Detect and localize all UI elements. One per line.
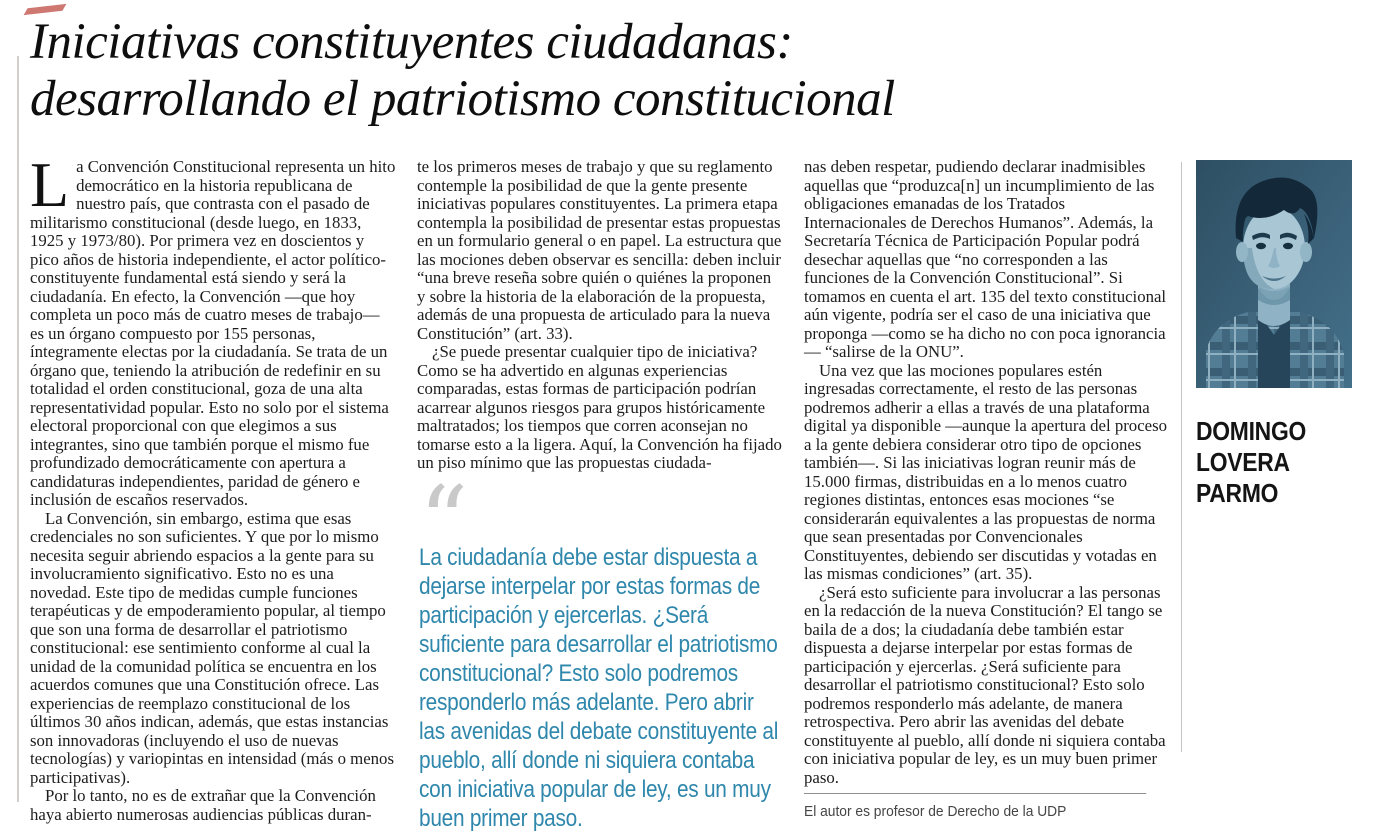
author-panel [1196,160,1352,509]
article-headline [30,14,1180,128]
author-credit-note: El autor es profesor de Derecho de la UDP [804,793,1146,822]
author-name-line: PARMO [1196,478,1279,508]
headline-line-1: Iniciativas constituyentes ciudadanas: [30,14,793,70]
author-name-line: DOMINGO [1196,416,1307,446]
author-name [1196,416,1352,509]
column-1 [30,149,396,833]
column-3 [804,158,1170,833]
left-page-rule [17,56,19,802]
paragraph: ¿Se puede presentar cualquier tipo de iniciativa? Como se ha advertido en algunas experiencias comparadas, estas formas de participación podrían acarrear algunos riesgos para grupos históricamente maltratados; los tiempos que corren aconsejan no tomarse esto a la ligera. Aquí, la Convención ha fijado un piso mínimo que las propuestas ciudada- [417,342,782,472]
headline-line-2: desarrollando el patriotismo constitucional [30,71,895,127]
column-2 [417,158,783,833]
paragraph-text: a Convención Constitucional representa un hito democrático en la historia republicana de nuestro país, que contrasta con el pasado de militarismo constitucional (desde luego, en 1833, 1925 y 1973/80). Por primera vez en doscientos y pico años de historia independiente, el actor político-constituyente fundamental está siendo y será la ciudadanía. En efecto, la Convención —que hoy completa un poco más de cuatro meses de trabajo— es un órgano compuesto por 155 personas, íntegramente electas por la ciudadanía. Se trata de un órgano que, teniendo la atribución de redefinir en su totalidad el orden constitucional, goza de una alta representatividad popular. Esto no solo por el sistema electoral proporcional con que elegimos a sus integrantes, sino que también porque el mismo fue profundizado democráticamente con apertura a candidaturas independientes, paridad de género e inclusión de escaños reservados. [30,157,396,509]
quote-mark-icon: “ [419,478,463,543]
paragraph [30,149,396,510]
paragraph: te los primeros meses de trabajo y que su reglamento contemple la posibilidad de que la gente presente iniciativas populares constituyentes. La primera etapa contempla la posibilidad de presentar estas propuestas en un formulario general o en papel. La estructura que las mociones deben observar es sencilla: deben incluir “una breve reseña sobre quién o quiénes la proponen y sobre la historia de la elaboración de la propuesta, además de una propuesta de articulado para la nueva Constitución” (art. 33). [417,157,782,343]
paragraph: Por lo tanto, no es de extrañar que la Convención haya abierto numerosas audiencias públicas duran- [30,786,376,824]
pull-quote [417,479,783,833]
paragraph: Una vez que las mociones populares estén ingresadas correctamente, el resto de las personas podremos adherir a ellas a través de una plataforma digital ya disponible —aunque la apertura del proceso a la gente debiera considerar otro tipo de opciones también—. Si las iniciativas logran reunir más de 15.000 firmas, distribuidas en a lo menos cuatro regiones distintas, entonces esas mociones “se considerarán equivalentes a las propuestas de norma que sean presentadas por Convencionales Constituyentes, debiendo ser discutidas y votadas en las mismas condiciones” (art. 35). [804,360,1168,583]
column-divider-rule [1181,162,1182,752]
paragraph: ¿Será esto suficiente para involucrar a las personas en la redacción de la nueva Constitución? El tango se baila de a dos; la ciudadanía debe también estar dispuesta a dejarse interpelar por estas formas de participación y ejercerlas. ¿Será suficiente para desarrollar el patriotismo constitucional? Esto solo podremos responderlo más adelante, de manera retrospectiva. Pero abrir las avenidas del debate constituyente al pueblo, allí donde ni siquiera contaba con iniciativa popular de ley, es un muy buen primer paso. [804,582,1166,787]
paragraph: nas deben respetar, pudiendo declarar inadmisibles aquellas que “produzca[n] un incumplimiento de las obligaciones emanadas de los Tratados Internacionales de Derechos Humanos”. Además, la Secretaría Técnica de Participación Popular podrá desechar aquellas que “no corresponden a las funciones de la Convención Constitucional”. Si tomamos en cuenta el art. 135 del texto constitucional aún vigente, podría ser el caso de una iniciativa que proponga —como se ha dicho no con poca ignorancia— “salirse de la ONU”. [804,157,1167,361]
author-name-line: LOVERA [1196,447,1290,477]
article-body [30,149,1170,833]
paragraph: La Convención, sin embargo, estima que esas credenciales no son suficientes. Y que por lo mismo necesita seguir abriendo espacios a la gente para su involucramiento significativo. Esto no es una novedad. Este tipo de medidas cumple funciones terapéuticas y de empoderamiento popular, al tiempo que son una forma de desarrollar el patriotismo constitucional: ese sentimiento conforme al cual la unidad de la comunidad política se encuentra en los acuerdos comunes que una Constitución ofrece. Las experiencias de reemplazo constitucional de los últimos 30 años indican, además, que estas instancias son innovadoras (incluyendo el uso de nuevas tecnologías) y variopintas en intensidad (más o menos participativas). [30,508,394,787]
drop-cap: L [30,149,70,220]
author-photo [1196,160,1352,388]
pull-quote-text: La ciudadanía debe estar dispuesta a dejarse interpelar por estas formas de participación y ejercerlas. ¿Será suficiente para desarrollar el patriotismo constitucional? Esto solo podremos responderlo más adelante. Pero abrir las avenidas del debate constituyente al pueblo, allí donde ni siquiera contaba con iniciativa popular de ley, es un muy buen primer paso. [419,543,779,832]
